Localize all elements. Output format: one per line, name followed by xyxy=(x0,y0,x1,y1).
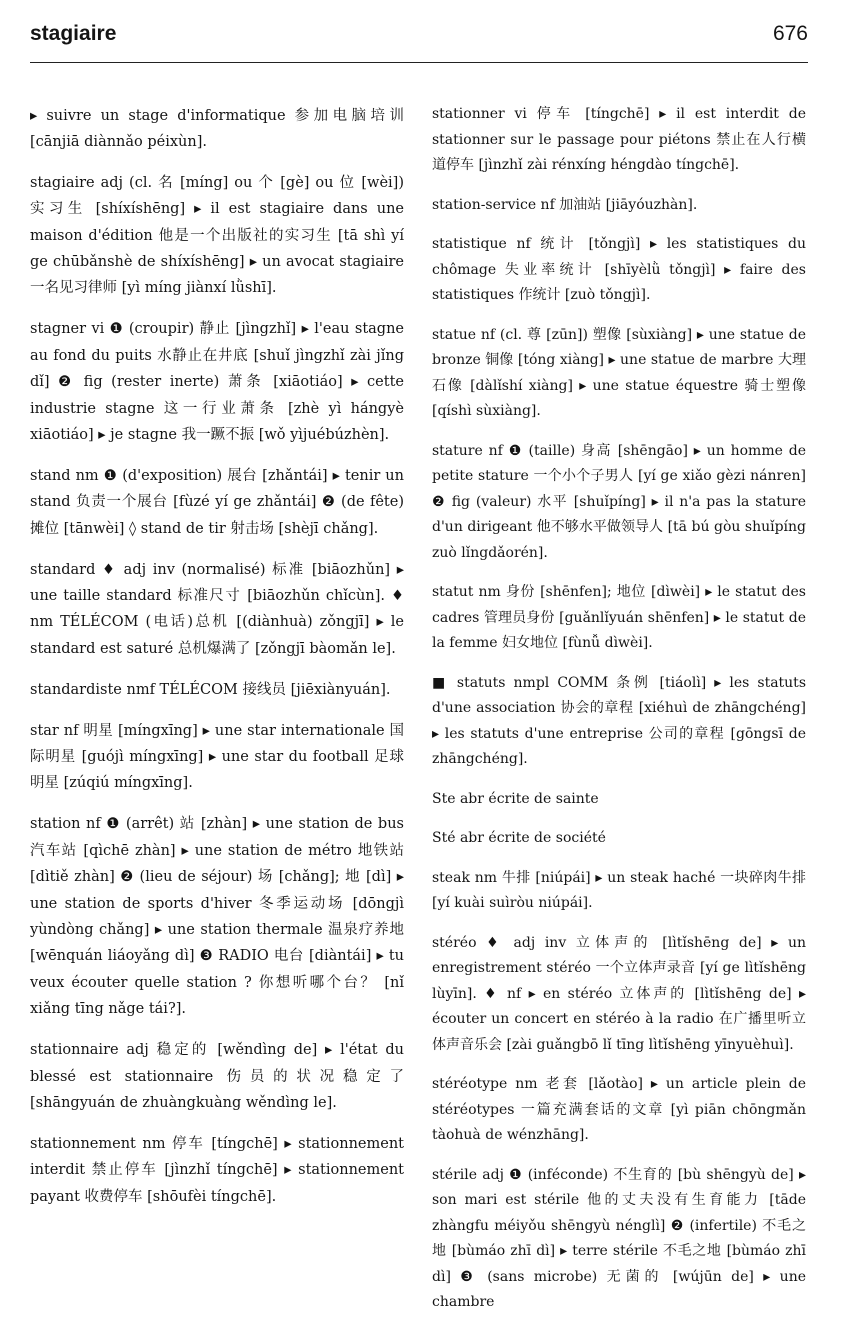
entry-station-service: station-service nf 加油站 [jiāyóuzhàn]. xyxy=(432,196,698,213)
entry-stereotype: stéréotype nm 老套 [lǎotào] ▸ un article plein de stéréotypes 一篇充满套话的文章 [yì piān chōngmǎn tàohuà de wénzhāng]. xyxy=(432,1076,806,1143)
entry-station: station nf ❶ (arrêt) 站 [zhàn] ▸ une station de bus 汽车站 [qìchē zhàn] ▸ une station de métro 地铁站 [dìtiě zhàn] ❷ (lieu de séjour) 场 [chǎng]; 地 [dì] ▸ une station de sports d'hiver 冬季运动场 [dōngjì yùndòng chǎng] ▸ une station thermale 温泉疗养地 [wēnquán liáoyǎng dì] ❸ RADIO 电台 [diàntái] ▸ tu veux écouter quelle station ? 你想听哪个台？ [nǐ xiǎng tīng nǎge tái?]. xyxy=(30,816,404,1018)
entry-statuts: ■ statuts nmpl COMM 条例 [tiáolì] ▸ les statuts d'une association 协会的章程 [xiéhuì de zhāngchéng] ▸ les statuts d'une entreprise 公司的章程 [gōngsī de zhāngchéng]. xyxy=(432,674,806,767)
guide-word: stagiaire xyxy=(30,22,117,45)
entry-stand: stand nm ❶ (d'exposition) 展台 [zhǎntái] ▸ tenir un stand 负责一个展台 [fùzé yí ge zhǎntái] ❷ (de fête) 摊位 [tānwèi] ◊ stand de tir 射击场 [shèjī chǎng]. xyxy=(30,467,404,537)
entry-stationnement: stationnement nm 停车 [tíngchē] ▸ stationnement interdit 禁止停车 [jìnzhǐ tíngchē] ▸ stationnement payant 收费停车 [shōufèi tíngchē]. xyxy=(30,1135,404,1205)
entry-sterile: stérile adj ❶ (inféconde) 不生育的 [bù shēngyù de] ▸ son mari est stérile 他的丈夫没有生育能力 [tāde zhàngfu méiyǒu shēngyù nénglì] ❷ (infertile) 不毛之地 [bùmáo zhī dì] ▸ terre stérile 不毛之地 [bùmáo zhī dì] ❸ (sans microbe) 无菌的 [wújūn de] ▸ une chambre xyxy=(432,1166,806,1310)
entry-statut: statut nm 身份 [shēnfen]; 地位 [dìwèi] ▸ le statut des cadres 管理员身份 [guǎnlǐyuán shēnfen] ▸ le statut de la femme 妇女地位 [fùnǚ dìwèi]. xyxy=(432,584,806,651)
entry-stature: stature nf ❶ (taille) 身高 [shēngāo] ▸ un homme de petite stature 一个小个子男人 [yí ge xiǎo gèzi nánren] ❷ fig (valeur) 水平 [shuǐpíng] ▸ il n'a pas la stature d'un dirigeant 他不够水平做领导人 [tā bú gòu shuǐpíng zuò lǐngdǎorén]. xyxy=(432,442,806,561)
entry-standard: standard ♦ adj inv (normalisé) 标准 [biāozhǔn] ▸ une taille standard 标准尺寸 [biāozhǔn chǐcùn]. ♦ nm TÉLÉCOM (电话)总机 [(diànhuà) zǒngjī] ▸ le standard est saturé 总机爆满了 [zǒngjī bàomǎn le]. xyxy=(30,561,404,657)
page-header xyxy=(30,22,808,50)
entry-stationner: stationner vi 停车 [tíngchē] ▸ il est interdit de stationner sur le passage pour piétons 禁止在人行横道停车 [jìnzhǐ zài rénxíng héngdào tíngchē]. xyxy=(432,106,806,173)
right-column xyxy=(432,88,806,1320)
entry-statue: statue nf (cl. 尊 [zūn]) 塑像 [sùxiàng] ▸ une statue de bronze 铜像 [tóng xiàng] ▸ une statue de marbre 大理石像 [dàlǐshí xiàng] ▸ une statue équestre 骑士塑像 [qíshì sùxiàng]. xyxy=(432,326,806,419)
entry-stationnaire: stationnaire adj 稳定的 [wěndìng de] ▸ l'état du blessé est stationnaire 伤员的状况稳定了 [shāngyuán de zhuàngkuàng wěndìng le]. xyxy=(30,1042,404,1111)
entry-ste: Ste abr écrite de sainte xyxy=(432,790,599,807)
entry-steak: steak nm 牛排 [niúpái] ▸ un steak haché 一块碎肉牛排 [yí kuài suìròu niúpái]. xyxy=(432,869,806,911)
page-number: 676 xyxy=(772,22,808,45)
header-rule xyxy=(30,62,808,63)
entry-stagner: stagner vi ❶ (croupir) 静止 [jìngzhǐ] ▸ l'eau stagne au fond du puits 水静止在井底 [shuǐ jìngzhǐ zài jǐng dǐ] ❷ fig (rester inerte) 萧条 [xiāotiáo] ▸ cette industrie stagne 这一行业萧条 [zhè yì hángyè xiāotiáo] ▸ je stagne 我一蹶不振 [wǒ yìjuébúzhèn]. xyxy=(30,321,404,443)
entry-star: star nf 明星 [míngxīng] ▸ une star internationale 国际明星 [guójì míngxīng] ▸ une star du football 足球明星 [zúqiú míngxīng]. xyxy=(30,722,404,792)
entry-stagiaire: stagiaire adj (cl. 名 [míng] ou 个 [gè] ou 位 [wèi]) 实习生 [shíxíshēng] ▸ il est stagiaire dans une maison d'édition 他是一个出版社的实习生 [tā shì yí ge chūbǎnshè de shíxíshēng] ▸ un avocat stagiaire 一名见习律师 [yì míng jiànxí lǜshī]. xyxy=(30,174,404,297)
entry-ste-societe: Sté abr écrite de société xyxy=(432,830,606,846)
left-column xyxy=(30,88,404,1214)
entry-stereo: stéréo ♦ adj inv 立体声的 [lìtǐshēng de] ▸ un enregistrement stéréo 一个立体声录音 [yí ge lìtǐshēng lùyīn]. ♦ nf ▸ en stéréo 立体声的 [lìtǐshēng de] ▸ écouter un concert en stéréo à la radio 在广播里听立体声音乐会 [zài guǎngbō lǐ tīng lìtǐshēng yīnyuèhuì]. xyxy=(432,934,806,1053)
entry-standardiste: standardiste nmf TÉLÉCOM 接线员 [jiēxiànyuán]. xyxy=(30,681,391,698)
entry-statistique: statistique nf 统计 [tǒngjì] ▸ les statistiques du chômage 失业率统计 [shīyèlǜ tǒngjì] ▸ faire des statistiques 作统计 [zuò tǒngjì]. xyxy=(432,236,806,303)
entry-stage-continuation: ▸ suivre un stage d'informatique 参加电脑培训 [cānjiā diànnǎo péixùn]. xyxy=(30,107,404,150)
